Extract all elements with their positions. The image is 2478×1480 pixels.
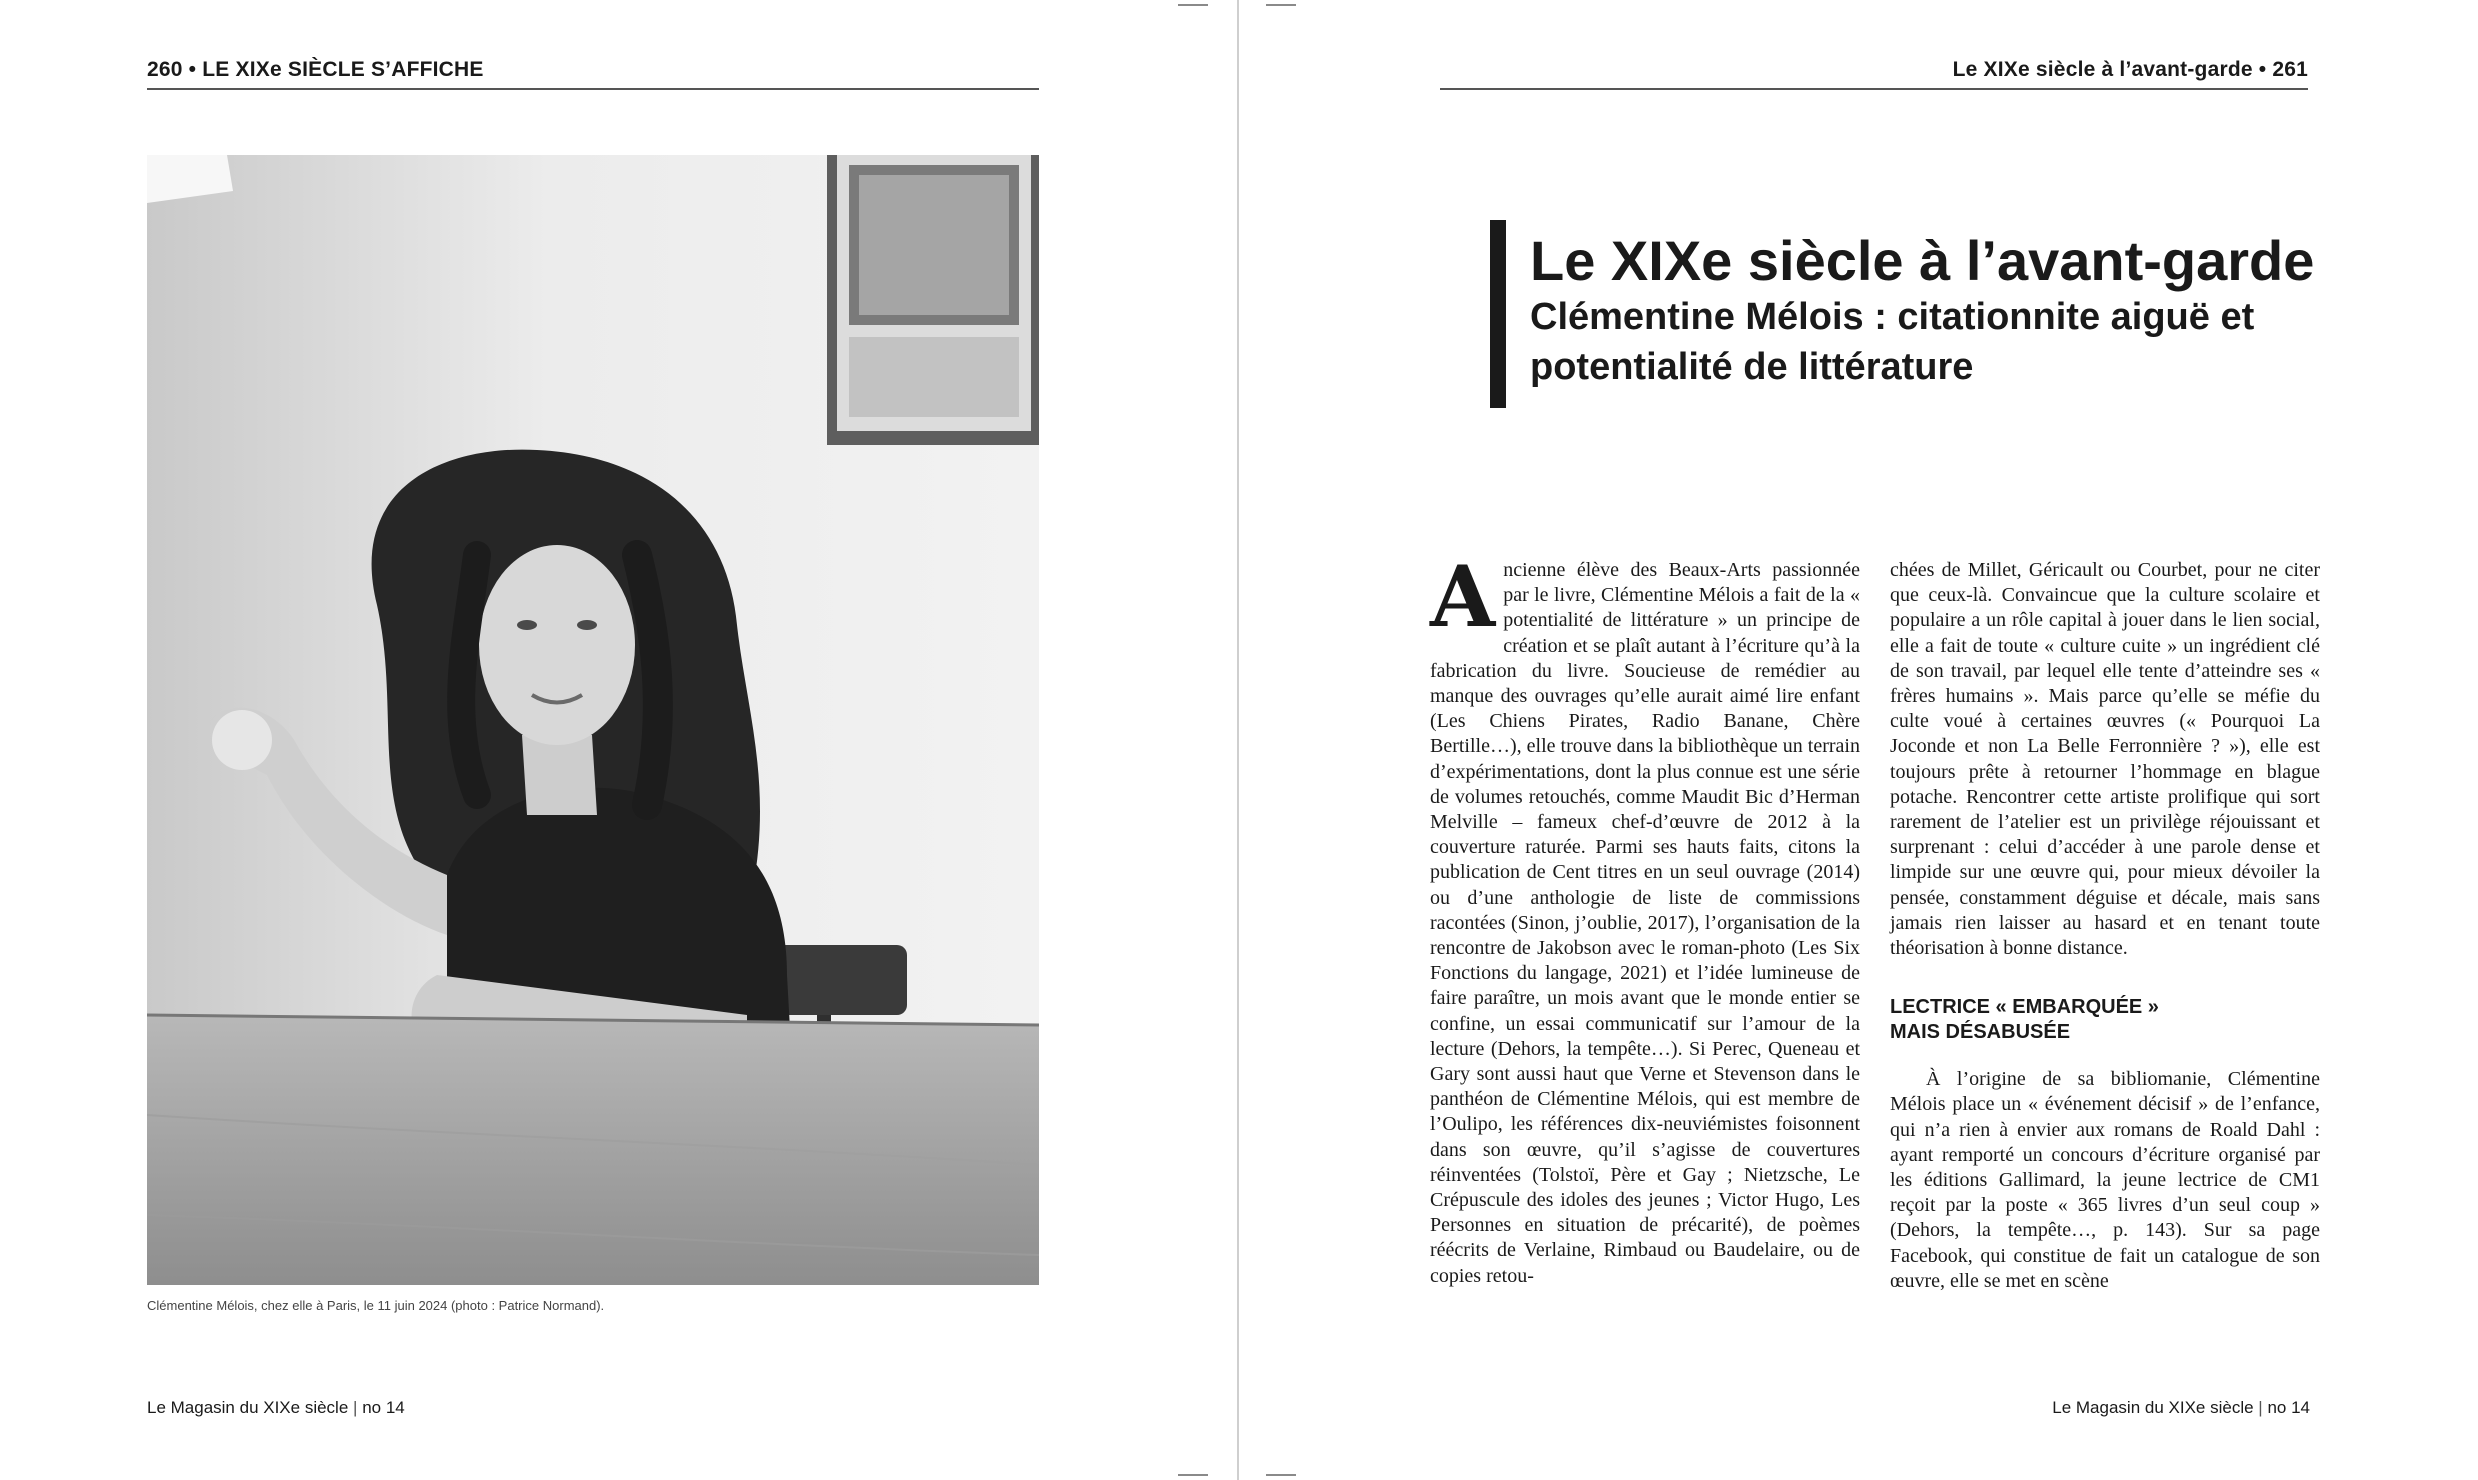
section-subhead: [1890, 995, 2320, 1045]
face: [479, 545, 635, 745]
drop-cap: A: [1430, 547, 1496, 646]
right-head-rule: [1440, 88, 2308, 90]
portrait-illustration: [147, 155, 1039, 1285]
crop-mark: [1178, 1474, 1208, 1476]
column2-paragraph-1: chées de Millet, Géricault ou Courbet, pour ne citer que ceux-là. Convaincue que la culture scolaire et populaire a un rôle capital à jouer dans le lien social, elle a fait de toute « culture cuite » un ingrédient clé de son travail, par lequel elle tente d’atteindre ses « frères humains ». Mais parce qu’elle se méfie du culte voué à certaines œuvres (« Pourquoi La Joconde et non La Belle Ferronnière ? »), elle est toujours prête à retourner l’hommage en blague potache. Rencontrer cette artiste prolifique qui sort rarement de l’atelier est un privilège réjouissant et surprenant : celui d’accéder à une parole dense et limpide sur une œuvre qui, pour mieux dévoiler la pensée, constamment déguise et décale, mais sans jamais rien laisser au hasard et en tenant toute théorisation à bonne distance.: [1890, 559, 2320, 960]
footer-issue: no 14: [2267, 1398, 2310, 1417]
subhead-line-2: MAIS DÉSABUSÉE: [1890, 1021, 2071, 1044]
right-running-head: Le XIXe siècle à l’avant-garde • 261: [1952, 58, 2308, 81]
footer-separator: |: [2258, 1398, 2263, 1417]
article-subtitle: Clémentine Mélois : citationnite aiguë et potentialité de littérature: [1530, 296, 2255, 388]
column2-paragraph-2: À l’origine de sa bibliomanie, Clémentine Mélois place un « événement décisif » de l’enfance, qui n’a rien à envier aux romans de Roald Dahl : ayant remporté un concours d’écriture organisé par les éditions Gallimard, la jeune lectrice de CM1 reçoit par la poste « 365 livres d’un seul coup » (Dehors, la tempête…, p. 143). Sur sa page Facebook, qui constitue de fait un catalogue de son œuvre, elle se met en scène: [1890, 1068, 2320, 1292]
article-title: Le XIXe siècle à l’avant-garde: [1530, 229, 2315, 292]
footer-issue: no 14: [362, 1398, 405, 1417]
left-running-head: 260 • LE XIXe SIÈCLE S’AFFICHE: [147, 58, 484, 81]
table: [147, 1015, 1039, 1285]
left-page: [0, 0, 1238, 1480]
text-column-1: [1430, 547, 1860, 1289]
footer-magazine: Le Magasin du XIXe siècle: [147, 1398, 349, 1417]
title-accent-bar: [1490, 220, 1506, 408]
subhead-line-1: LECTRICE « EMBARQUÉE »: [1890, 996, 2159, 1019]
left-head-rule: [147, 88, 1039, 90]
portrait-photo: [147, 155, 1039, 1285]
crop-mark: [1266, 1474, 1296, 1476]
crop-mark: [1266, 4, 1296, 6]
text-column-2: [1890, 558, 2320, 1294]
held-object: [212, 710, 272, 770]
photo-caption: Clémentine Mélois, chez elle à Paris, le 11 juin 2024 (photo : Patrice Normand).: [147, 1298, 605, 1313]
column1-paragraph: ncienne élève des Beaux-Arts passionnée par le livre, Clémentine Mélois a fait de la « potentialité de littérature » un principe de création et se plaît autant à l’écriture qu’à la fabrication du livre. Soucieuse de remédier au manque des ouvrages qu’elle aurait aimé lire enfant (Les Chiens Pirates, Radio Banane, Chère Bertille…), elle trouve dans la bibliothèque un terrain d’expérimentations, dont la plus connue est une série de volumes retouchés, comme Maudit Bic d’Herman Melville – fameux chef-d’œuvre de 2012 à la couverture raturée. Parmi ses hauts faits, citons la publication de Cent titres en un seul ouvrage (2014) ou d’une anthologie de liste de commissions racontées (Sinon, j’oublie, 2017), l’organisation de la rencontre de Jakobson avec le roman-photo (Les Six Fonctions du langage, 2021) et l’idée lumineuse de faire paraître, un mois avant que le monde entier se confine, un essai communicatif sur l’amour de la lecture (Dehors, la tempête…). Si Perec, Queneau et Gary sont aussi haut que Verne et Stevenson dans le panthéon de Clémentine Mélois, qui est membre de l’Oulipo, les références dix-neuviémistes foisonnent dans son œuvre, qu’il s’agisse de couvertures réinventées (Tolstoï, Père et Gay ; Nietzsche, Le Crépuscule des idoles des jeunes ; Victor Hugo, Les Personnes en situation de précarité), de poèmes réécrits de Verlaine, Rimbaud ou Baudelaire, ou de copies retou-: [1430, 559, 1860, 1287]
page-gutter: [1237, 0, 1239, 1480]
footer-magazine: Le Magasin du XIXe siècle: [2052, 1398, 2254, 1417]
footer-separator: |: [353, 1398, 358, 1417]
left-footer: [147, 1398, 405, 1418]
crop-mark: [1178, 4, 1208, 6]
right-footer: [2052, 1398, 2310, 1418]
